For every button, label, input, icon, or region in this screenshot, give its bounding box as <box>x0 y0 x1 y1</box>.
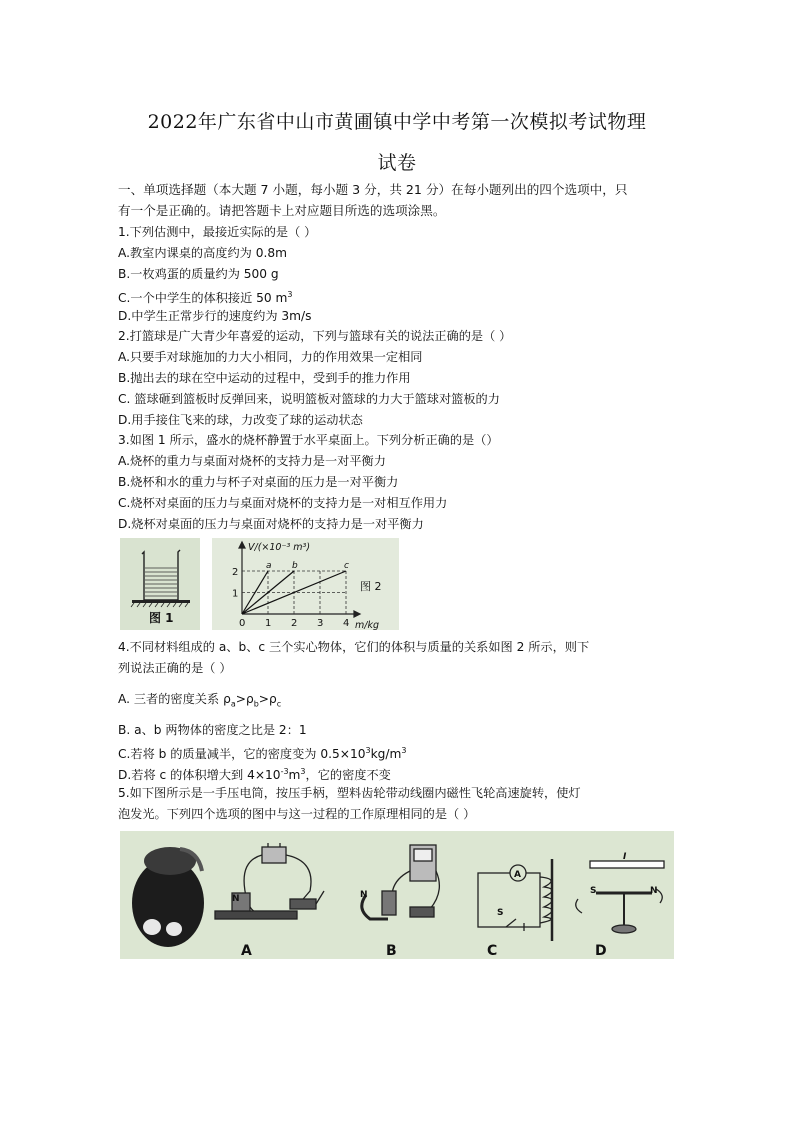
q3-option-b: B.烧杯和水的重力与杯子对桌面的压力是一对平衡力 <box>118 475 399 489</box>
q1-option-c: C.一个中学生的体积接近 50 $m^3$ <box>118 290 293 306</box>
q1-option-a: A.教室内课桌的高度约为 0.8m <box>118 246 288 260</box>
q2-option-b: B.抛出去的球在空中运动的过程中，受到手的推力作用 <box>118 371 411 385</box>
q3-option-d: D.烧杯对桌面的压力与桌面对烧杯的支持力是一对平衡力 <box>118 517 424 531</box>
hand-flashlight-image <box>132 847 204 947</box>
option-c-ammeter-symbol: A <box>514 870 521 880</box>
q5-stem-line1: 5.如下图所示是一手压电筒，按压手柄，塑料齿轮带动线圈内磁性飞轮高速旋转，使灯 <box>118 786 581 800</box>
series-label-a: a <box>266 561 272 571</box>
option-c-label: C <box>487 943 498 959</box>
option-d-diagram <box>576 861 664 933</box>
figure-2-graph <box>212 538 399 630</box>
q2-option-c: C. 篮球砸到篮板时反弹回来，说明篮板对篮球的力大于篮球对篮板的力 <box>118 392 500 406</box>
q3-stem: 3.如图 1 所示，盛水的烧杯静置于水平桌面上。下列分析正确的是（） <box>118 433 499 447</box>
option-c-switch-label: S <box>497 908 504 918</box>
q2-stem: 2.打篮球是广大青少年喜爱的运动，下列与篮球有关的说法正确的是（ ） <box>118 329 512 343</box>
page-title-line2: 试卷 <box>377 152 417 174</box>
figure-1-beaker <box>120 538 200 630</box>
q4-option-a: A. 三者的密度关系 $\rho_a>\rho_b>\rho_c$ <box>118 692 282 709</box>
y-axis-arrow <box>239 542 245 548</box>
option-a-magnet-n: N <box>232 894 240 904</box>
q2-option-a: A.只要手对球施加的力大小相同，力的作用效果一定相同 <box>118 350 423 364</box>
q4-option-b: B. a、b 两物体的密度之比是 2：1 <box>118 723 307 737</box>
section-heading-line1: 一、单项选择题（本大题 7 小题，每小题 3 分，共 21 分）在每小题列出的四个选项中，只 <box>118 182 628 197</box>
x-tick-label: 2 <box>291 618 298 629</box>
option-d-magnet-s: S <box>590 886 597 896</box>
x-tick-label: 1 <box>265 618 272 629</box>
page-title-line1: 2022年广东省中山市黄圃镇中学中考第一次模拟考试物理 <box>147 111 647 133</box>
series-label-c: c <box>344 561 349 571</box>
option-a-diagram <box>215 843 324 919</box>
q1-option-d: D.中学生正常步行的速度约为 3m/s <box>118 309 312 323</box>
x-tick-label: 3 <box>317 618 324 629</box>
y-tick-label: 1 <box>232 588 239 600</box>
x-tick-label: 4 <box>343 618 350 629</box>
option-a-label: A <box>241 943 252 959</box>
figure-1-caption: 图 1 <box>149 611 174 625</box>
y-tick-label: 2 <box>232 567 239 578</box>
q4-option-c: C.若将 b 的质量减半，它的密度变为 $0.5\times 10^3kg/m^3$ <box>118 746 407 762</box>
q4-stem-line1: 4.不同材料组成的 a、b、c 三个实心物体，它们的体积与质量的关系如图 2 所示，则下 <box>118 640 590 654</box>
q5-stem-line2: 泡发光。下列四个选项的图中与这一过程的工作原理相同的是（ ） <box>118 807 476 821</box>
q4-option-d: D.若将 c 的体积增大到 $4\times 10^{-3}m^3$，它的密度不变 <box>118 767 391 783</box>
figure-2-caption: 图 2 <box>360 580 382 593</box>
series-label-b: b <box>292 561 298 571</box>
option-d-current-label: I <box>623 852 627 862</box>
q1-stem: 1.下列估测中，最接近实际的是（ ） <box>118 225 317 239</box>
option-b-diagram <box>362 845 440 919</box>
x-axis-label: m/kg <box>355 620 379 630</box>
q3-option-c: C.烧杯对桌面的压力与桌面对烧杯的支持力是一对相互作用力 <box>118 496 448 510</box>
q1-option-b: B.一枚鸡蛋的质量约为 500 g <box>118 267 279 281</box>
x-tick-label: 0 <box>239 618 246 629</box>
option-d-label: D <box>595 943 607 959</box>
y-axis-label: V/(×10⁻³ m³) <box>248 542 311 553</box>
figure-3-options <box>120 831 674 959</box>
q4-stem-line2: 列说法正确的是（ ） <box>118 661 232 675</box>
x-axis-arrow <box>354 611 360 617</box>
section-heading-line2: 有一个是正确的。请把答题卡上对应题目所选的选项涂黑。 <box>118 203 446 218</box>
option-b-magnet-n: N <box>360 890 368 900</box>
option-d-magnet-n: N <box>650 886 658 896</box>
option-b-label: B <box>386 943 397 959</box>
q2-option-d: D.用手接住飞来的球，力改变了球的运动状态 <box>118 413 363 427</box>
q3-option-a: A.烧杯的重力与桌面对烧杯的支持力是一对平衡力 <box>118 454 386 468</box>
